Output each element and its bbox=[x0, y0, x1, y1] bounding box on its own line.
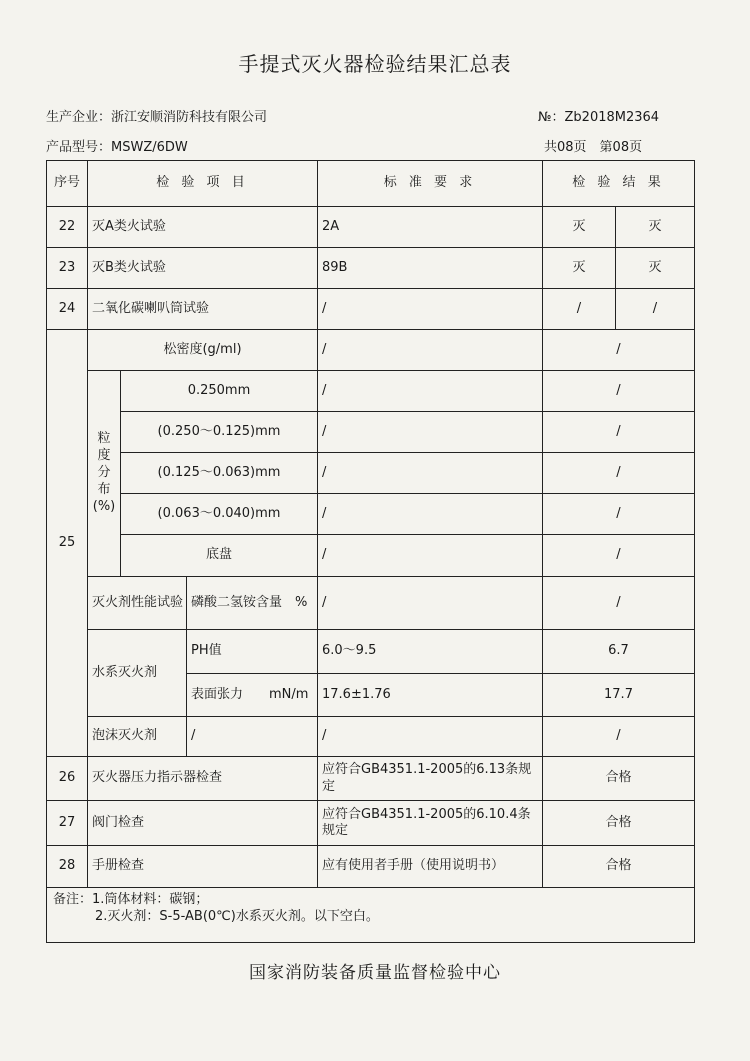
header-item: 检 验 项 目 bbox=[87, 160, 318, 207]
result-23-a: 灭 bbox=[542, 247, 616, 289]
remark-line-1: 备注：1.筒体材料：碳钢； bbox=[53, 892, 209, 907]
header-standard: 标 准 要 求 bbox=[317, 160, 543, 207]
agent-perf-sub: 磷酸二氢铵含量 % bbox=[186, 576, 318, 630]
size-result-5: / bbox=[542, 534, 695, 577]
results-table bbox=[46, 160, 695, 943]
size-result-3: / bbox=[542, 452, 695, 494]
result-24-b: / bbox=[615, 288, 695, 330]
water-agent-label: 水系灭火剂 bbox=[87, 629, 187, 717]
seq-27: 27 bbox=[46, 800, 88, 846]
size-standard-5: / bbox=[317, 534, 543, 577]
seq-25: 25 bbox=[46, 329, 88, 757]
result-27: 合格 bbox=[542, 800, 695, 846]
page-count: 共08页 第08页 bbox=[544, 140, 643, 155]
seq-24: 24 bbox=[46, 288, 88, 330]
agent-perf-label: 灭火剂性能试验 bbox=[87, 576, 187, 630]
standard-24: / bbox=[317, 288, 543, 330]
tension-label: 表面张力 mN/m bbox=[186, 673, 318, 717]
size-label-2: (0.250～0.125)mm bbox=[120, 411, 318, 453]
size-label-4: (0.063～0.040)mm bbox=[120, 493, 318, 535]
item-28: 手册检查 bbox=[87, 845, 318, 888]
ph-standard: 6.0～9.5 bbox=[317, 629, 543, 674]
issuer-footer: 国家消防装备质量监督检验中心 bbox=[249, 963, 501, 983]
report-number: №：Zb2018M2364 bbox=[538, 110, 660, 125]
foam-agent-standard: / bbox=[317, 716, 543, 757]
density-label: 松密度(g/ml) bbox=[87, 329, 318, 371]
granularity-char-2: 度 bbox=[97, 448, 111, 464]
result-24-a: / bbox=[542, 288, 616, 330]
result-23-b: 灭 bbox=[615, 247, 695, 289]
agent-perf-standard: / bbox=[317, 576, 543, 630]
foam-agent-sub: / bbox=[186, 716, 318, 757]
standard-23: 89B bbox=[317, 247, 543, 289]
foam-agent-label: 泡沫灭火剂 bbox=[87, 716, 187, 757]
item-27: 阀门检查 bbox=[87, 800, 318, 846]
size-standard-2: / bbox=[317, 411, 543, 453]
seq-26: 26 bbox=[46, 756, 88, 801]
item-23: 灭B类火试验 bbox=[87, 247, 318, 289]
result-22-b: 灭 bbox=[615, 206, 695, 248]
standard-22: 2A bbox=[317, 206, 543, 248]
ph-result: 6.7 bbox=[542, 629, 695, 674]
item-22: 灭A类火试验 bbox=[87, 206, 318, 248]
remarks bbox=[46, 887, 695, 943]
standard-27: 应符合GB4351.1-2005的6.10.4条规定 bbox=[317, 800, 543, 846]
granularity-unit: (%) bbox=[92, 498, 116, 514]
size-result-1: / bbox=[542, 370, 695, 412]
granularity-char-4: 布 bbox=[97, 481, 111, 497]
remark-line-2: 2.灭火剂：S-5-AB(0℃)水系灭火剂。以下空白。 bbox=[95, 908, 379, 924]
seq-22: 22 bbox=[46, 206, 88, 248]
size-label-5: 底盘 bbox=[120, 534, 318, 577]
agent-perf-result: / bbox=[542, 576, 695, 630]
product-model: 产品型号：MSWZ/6DW bbox=[46, 140, 188, 155]
result-26: 合格 bbox=[542, 756, 695, 801]
size-standard-3: / bbox=[317, 452, 543, 494]
standard-28: 应有使用者手册（使用说明书） bbox=[317, 845, 543, 888]
tension-standard: 17.6±1.76 bbox=[317, 673, 543, 717]
tension-result: 17.7 bbox=[542, 673, 695, 717]
header-seq: 序号 bbox=[46, 160, 88, 207]
size-result-2: / bbox=[542, 411, 695, 453]
seq-23: 23 bbox=[46, 247, 88, 289]
result-28: 合格 bbox=[542, 845, 695, 888]
seq-28: 28 bbox=[46, 845, 88, 888]
item-26: 灭火器压力指示器检查 bbox=[87, 756, 318, 801]
ph-label: PH值 bbox=[186, 629, 318, 674]
size-standard-4: / bbox=[317, 493, 543, 535]
density-result: / bbox=[542, 329, 695, 371]
size-result-4: / bbox=[542, 493, 695, 535]
size-label-3: (0.125～0.063)mm bbox=[120, 452, 318, 494]
item-24: 二氧化碳喇叭筒试验 bbox=[87, 288, 318, 330]
foam-agent-result: / bbox=[542, 716, 695, 757]
size-standard-1: / bbox=[317, 370, 543, 412]
size-label-1: 0.250mm bbox=[120, 370, 318, 412]
result-22-a: 灭 bbox=[542, 206, 616, 248]
company-label: 生产企业：浙江安顺消防科技有限公司 bbox=[46, 110, 268, 125]
document-title: 手提式灭火器检验结果汇总表 bbox=[238, 52, 512, 76]
granularity-char-1: 粒 bbox=[97, 431, 111, 447]
density-standard: / bbox=[317, 329, 543, 371]
standard-26: 应符合GB4351.1-2005的6.13条规定 bbox=[317, 756, 543, 801]
granularity-char-3: 分 bbox=[97, 465, 111, 481]
granularity-label bbox=[87, 370, 121, 577]
header-result: 检 验 结 果 bbox=[542, 160, 695, 207]
